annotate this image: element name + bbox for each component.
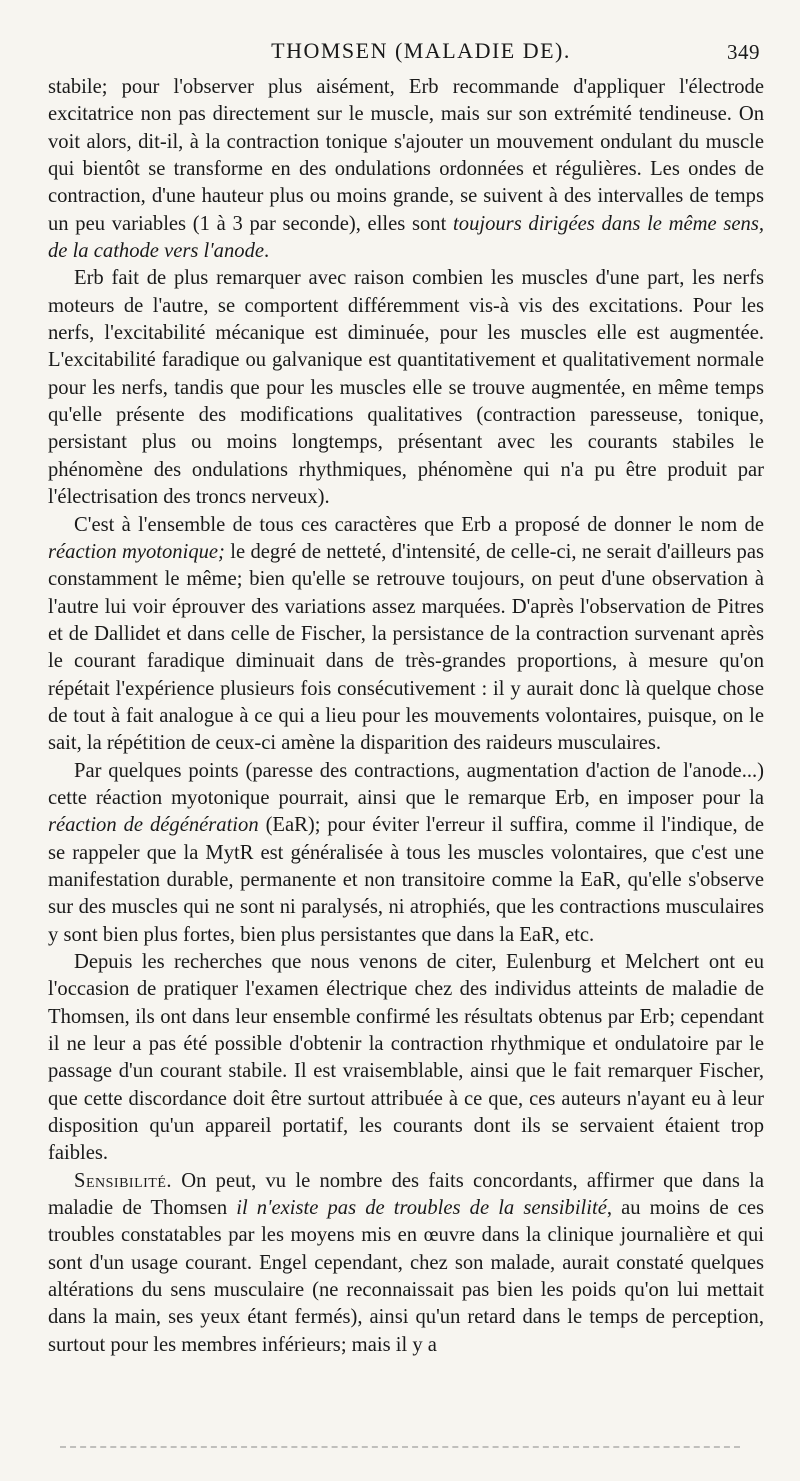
page-number: 349 xyxy=(727,40,760,64)
paragraph-4 xyxy=(48,758,764,949)
paragraph-1-italic: toujours dirigées dans le même sens, de la cathode vers l'anode xyxy=(48,212,765,263)
paragraph-1-end: . xyxy=(264,240,270,263)
paragraph-4-end: (EaR); pour éviter l'erreur il suffira, comme il l'indique, de se rappeler que la MytR est généralisée à tous les muscles volontaires, que c'est une manifestation durable, permanente et non transitoire comme la EaR, qu'elle s'observe sur des muscles qui ne sont ni paralysés, ni atrophiés, que les contractions musculaires y sont bien plus fortes, bien plus persistantes que dans la EaR, etc. xyxy=(48,814,764,946)
page-header xyxy=(48,38,764,74)
paragraph-6-text: On peut, vu le nombre des faits concordants, affirmer que dans la maladie de Thomsen xyxy=(48,1169,764,1220)
paragraph-3 xyxy=(48,512,764,758)
footer-dashed-rule xyxy=(60,1446,740,1448)
paragraph-5: Depuis les recherches que nous venons de citer, Eulenburg et Melchert ont eu l'occasion de pratiquer l'examen électrique chez des individus atteints de maladie de Thomsen, ils ont dans leur ensemble confirmé les résultats obtenus par Erb; cependant il ne leur a pas été possible d'obtenir la contraction rhythmique et ondulatoire par le passage d'un courant stabile. Il est vraisemblable, ainsi que le fait remarquer Fischer, que cette discordance doit être surtout attribuée à ce que, ces auteurs n'ayant eu à leur disposition qu'un appareil portatif, les courants dont ils se servaient étaient trop faibles. xyxy=(48,951,764,1165)
paragraph-3-end: le degré de netteté, d'intensité, de celle-ci, ne serait d'ailleurs pas constamment le même; bien qu'elle se retrouve toujours, on peut d'une observation à l'autre lui voir éprouver des variations assez marquées. D'après l'observation de Pitres et de Dallidet et dans celle de Fischer, la persistance de la contraction survenant après le courant faradique diminuait dans de très-grandes proportions, à mesure qu'on répétait l'expérience plusieurs fois consécutivement : il y aurait donc là quelque chose de tout à fait analogue à ce qui a lieu pour les mouvements volontaires, puisque, on le sait, la répétition de ceux-ci amène la disparition des raideurs musculaires. xyxy=(48,540,765,755)
page-body xyxy=(48,74,764,1359)
paragraph-1-text: stabile; pour l'observer plus aisément, Erb recommande d'appliquer l'électrode excitatrice non pas directement sur le muscle, mais sur son extrémité tendineuse. On voit alors, dit-il, à la contraction tonique s'ajouter un mouvement ondulant du muscle qui bientôt se transforme en des ondulations ordonnées et régulières. Les ondes de contraction, d'une hauteur plus ou moins grande, se suivent à des intervalles de temps un peu variables (1 à 3 par seconde), elles sont xyxy=(48,76,764,235)
paragraph-4-text: Par quelques points (paresse des contractions, augmentation d'action de l'anode...) cette réaction myotonique pourrait, ainsi que le remarque Erb, en imposer pour la xyxy=(48,759,764,809)
section-heading-sensibilite: Sensibilité. xyxy=(74,1169,173,1192)
paragraph-1 xyxy=(48,74,764,265)
paragraph-2: Erb fait de plus remarquer avec raison combien les muscles d'une part, les nerfs moteurs de l'autre, se comportent différemment vis-à vis des excitations. Pour les nerfs, l'excitabilité mécanique est diminuée, pour les muscles elle est augmentée. L'excitabilité faradique ou galvanique est quantitativement et qualitativement normale pour les nerfs, tandis que pour les muscles elle se trouve augmentée, en même temps qu'elle présente des modifications qualitatives (contraction paresseuse, tonique, persistant plus ou moins longtemps, présentant avec les courants stabiles le phénomène des ondulations rhythmiques, phénomène qui n'a pu être produit par l'électrisation des troncs nerveux). xyxy=(48,267,764,509)
paragraph-6-end: , au moins de ces troubles constatables par les moyens mis en œuvre dans la clinique journalière et qui sont d'un usage courant. Engel cependant, chez son malade, aurait constaté quelques altérations du sens musculaire (ne reconnaissait pas bien les poids qu'on lui mettait dans la main, ses yeux étant fermés), ainsi qu'un retard dans le temps de perception, surtout pour les membres inférieurs; mais il y a xyxy=(48,1197,764,1356)
paragraph-4-italic: réaction de dégénération xyxy=(48,814,259,837)
paragraph-3-italic: réaction myotonique; xyxy=(48,540,225,563)
paragraph-6-italic: il n'existe pas de troubles de la sensibilité xyxy=(236,1197,607,1220)
paragraph-6 xyxy=(48,1168,764,1359)
running-title: THOMSEN (MALADIE DE). xyxy=(271,38,571,63)
paragraph-3-text: C'est à l'ensemble de tous ces caractères que Erb a proposé de donner le nom de xyxy=(74,513,764,536)
